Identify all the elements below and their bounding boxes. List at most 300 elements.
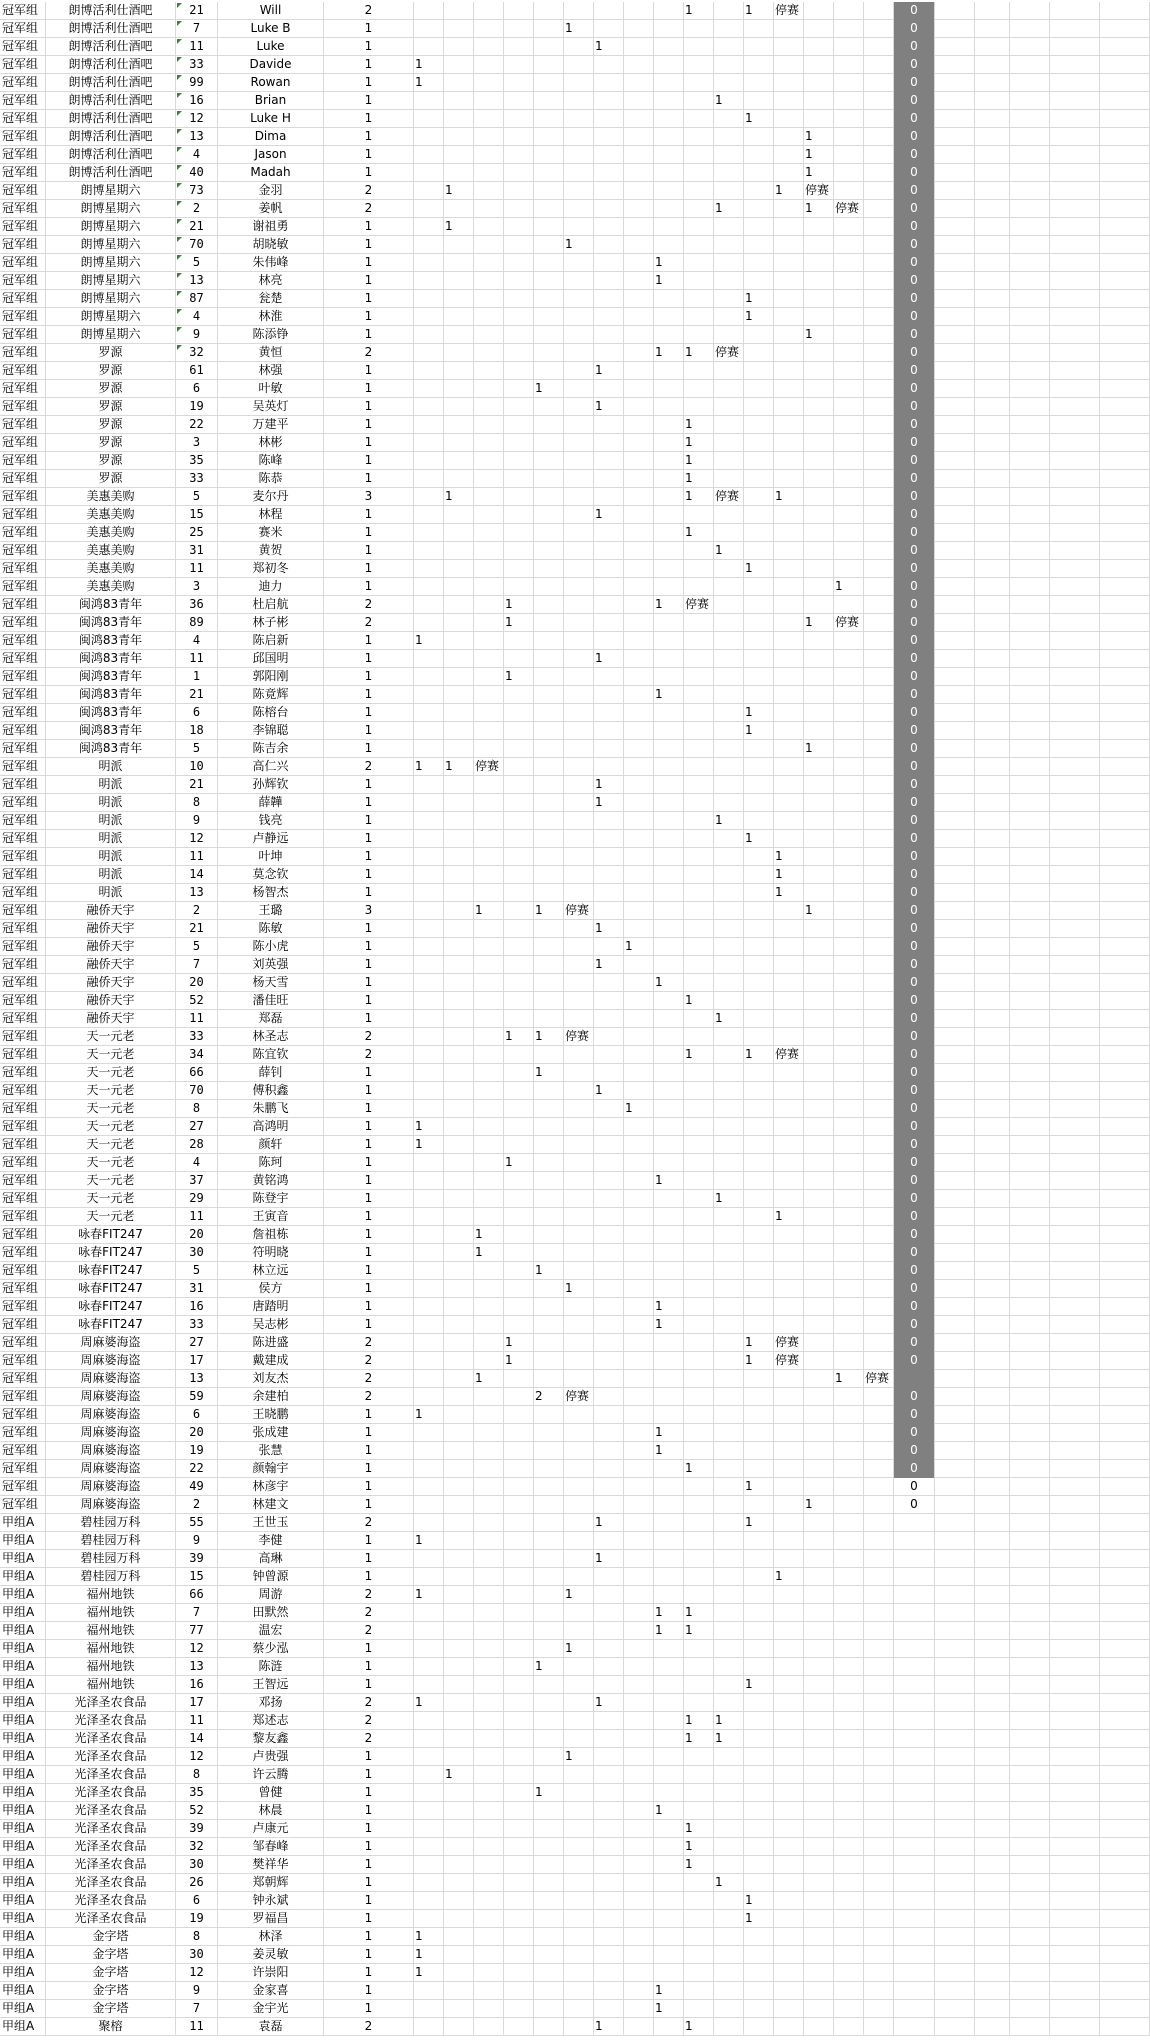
- total-cell[interactable]: [894, 110, 935, 128]
- round-cell[interactable]: [834, 1190, 864, 1208]
- card-count-cell[interactable]: [324, 1640, 414, 1658]
- empty-cell[interactable]: [1100, 776, 1150, 794]
- round-cell[interactable]: [684, 1496, 714, 1514]
- round-cell[interactable]: [654, 1028, 684, 1046]
- empty-cell[interactable]: [1010, 1262, 1050, 1280]
- round-cell[interactable]: [834, 308, 864, 326]
- team-cell[interactable]: [46, 1010, 176, 1028]
- round-cell[interactable]: [684, 704, 714, 722]
- round-cell[interactable]: [864, 668, 894, 686]
- round-cell[interactable]: [744, 1082, 774, 1100]
- team-cell[interactable]: [46, 560, 176, 578]
- round-cell[interactable]: [714, 344, 744, 362]
- card-count-cell[interactable]: [324, 1136, 414, 1154]
- round-cell[interactable]: [714, 308, 744, 326]
- round-cell[interactable]: [534, 704, 564, 722]
- round-cell[interactable]: [684, 758, 714, 776]
- team-cell[interactable]: [46, 1586, 176, 1604]
- round-cell[interactable]: [834, 1298, 864, 1316]
- round-cell[interactable]: [534, 1532, 564, 1550]
- group-cell[interactable]: [0, 146, 46, 164]
- round-cell[interactable]: [534, 974, 564, 992]
- round-cell[interactable]: [624, 1532, 654, 1550]
- round-cell[interactable]: [864, 128, 894, 146]
- empty-cell[interactable]: [1010, 1190, 1050, 1208]
- round-cell[interactable]: [444, 992, 474, 1010]
- card-count-cell[interactable]: [324, 1568, 414, 1586]
- round-cell[interactable]: [564, 20, 594, 38]
- round-cell[interactable]: [744, 452, 774, 470]
- empty-cell[interactable]: [935, 146, 975, 164]
- round-cell[interactable]: [594, 1640, 624, 1658]
- card-count-cell[interactable]: [324, 686, 414, 704]
- empty-cell[interactable]: [975, 200, 1010, 218]
- card-count-cell[interactable]: [324, 578, 414, 596]
- round-cell[interactable]: [564, 1766, 594, 1784]
- empty-cell[interactable]: [975, 1370, 1010, 1388]
- round-cell[interactable]: [654, 218, 684, 236]
- empty-cell[interactable]: [975, 992, 1010, 1010]
- player-name-cell[interactable]: [218, 272, 324, 290]
- round-cell[interactable]: [864, 794, 894, 812]
- group-cell[interactable]: [0, 902, 46, 920]
- team-cell[interactable]: [46, 632, 176, 650]
- empty-cell[interactable]: [1010, 758, 1050, 776]
- round-cell[interactable]: [774, 938, 804, 956]
- round-cell[interactable]: [624, 1514, 654, 1532]
- round-cell[interactable]: [594, 1424, 624, 1442]
- empty-cell[interactable]: [975, 560, 1010, 578]
- empty-cell[interactable]: [1010, 74, 1050, 92]
- round-cell[interactable]: [654, 416, 684, 434]
- round-cell[interactable]: [594, 1046, 624, 1064]
- round-cell[interactable]: [834, 272, 864, 290]
- round-cell[interactable]: [804, 524, 834, 542]
- round-cell[interactable]: [654, 1388, 684, 1406]
- round-cell[interactable]: [594, 1136, 624, 1154]
- round-cell[interactable]: [774, 1712, 804, 1730]
- player-name-cell[interactable]: [218, 596, 324, 614]
- round-cell[interactable]: [414, 20, 444, 38]
- empty-cell[interactable]: [935, 578, 975, 596]
- round-cell[interactable]: [834, 416, 864, 434]
- player-name-cell[interactable]: [218, 1100, 324, 1118]
- round-cell[interactable]: [534, 416, 564, 434]
- jersey-number-cell[interactable]: [176, 938, 218, 956]
- jersey-number-cell[interactable]: [176, 218, 218, 236]
- empty-cell[interactable]: [1050, 416, 1100, 434]
- round-cell[interactable]: [474, 1514, 504, 1532]
- total-cell[interactable]: [894, 1154, 935, 1172]
- round-cell[interactable]: [744, 650, 774, 668]
- round-cell[interactable]: [474, 344, 504, 362]
- round-cell[interactable]: [444, 920, 474, 938]
- round-cell[interactable]: [414, 1280, 444, 1298]
- round-cell[interactable]: [504, 1100, 534, 1118]
- jersey-number-cell[interactable]: [176, 1640, 218, 1658]
- total-cell[interactable]: [894, 488, 935, 506]
- round-cell[interactable]: [594, 1586, 624, 1604]
- round-cell[interactable]: [864, 1010, 894, 1028]
- round-cell[interactable]: [504, 74, 534, 92]
- round-cell[interactable]: [744, 956, 774, 974]
- table-row[interactable]: [0, 1442, 1150, 1460]
- empty-cell[interactable]: [1010, 236, 1050, 254]
- round-cell[interactable]: [804, 668, 834, 686]
- table-row[interactable]: [0, 56, 1150, 74]
- round-cell[interactable]: [474, 956, 504, 974]
- round-cell[interactable]: [414, 1262, 444, 1280]
- round-cell[interactable]: [474, 1316, 504, 1334]
- round-cell[interactable]: [864, 254, 894, 272]
- group-cell[interactable]: [0, 326, 46, 344]
- jersey-number-cell[interactable]: [176, 686, 218, 704]
- round-cell[interactable]: [714, 38, 744, 56]
- round-cell[interactable]: [474, 1550, 504, 1568]
- round-cell[interactable]: [834, 1388, 864, 1406]
- empty-cell[interactable]: [1050, 1568, 1100, 1586]
- card-count-cell[interactable]: [324, 794, 414, 812]
- team-cell[interactable]: [46, 398, 176, 416]
- round-cell[interactable]: [804, 1334, 834, 1352]
- round-cell[interactable]: [414, 1694, 444, 1712]
- round-cell[interactable]: [564, 1316, 594, 1334]
- round-cell[interactable]: [804, 380, 834, 398]
- round-cell[interactable]: [804, 578, 834, 596]
- round-cell[interactable]: [744, 1226, 774, 1244]
- card-count-cell[interactable]: [324, 1532, 414, 1550]
- round-cell[interactable]: [564, 1280, 594, 1298]
- empty-cell[interactable]: [1100, 1010, 1150, 1028]
- group-cell[interactable]: [0, 362, 46, 380]
- round-cell[interactable]: [774, 1568, 804, 1586]
- round-cell[interactable]: [594, 650, 624, 668]
- card-count-cell[interactable]: [324, 704, 414, 722]
- empty-cell[interactable]: [935, 1550, 975, 1568]
- round-cell[interactable]: [744, 1424, 774, 1442]
- round-cell[interactable]: [504, 974, 534, 992]
- jersey-number-cell[interactable]: [176, 632, 218, 650]
- round-cell[interactable]: [774, 1064, 804, 1082]
- round-cell[interactable]: [564, 1352, 594, 1370]
- round-cell[interactable]: [834, 704, 864, 722]
- round-cell[interactable]: [504, 992, 534, 1010]
- round-cell[interactable]: [504, 1604, 534, 1622]
- empty-cell[interactable]: [935, 956, 975, 974]
- round-cell[interactable]: [624, 704, 654, 722]
- round-cell[interactable]: [684, 308, 714, 326]
- jersey-number-cell[interactable]: [176, 1604, 218, 1622]
- round-cell[interactable]: [474, 1442, 504, 1460]
- round-cell[interactable]: [414, 1082, 444, 1100]
- team-cell[interactable]: [46, 308, 176, 326]
- round-cell[interactable]: [564, 56, 594, 74]
- round-cell[interactable]: [684, 1136, 714, 1154]
- round-cell[interactable]: [624, 1280, 654, 1298]
- team-cell[interactable]: [46, 1298, 176, 1316]
- round-cell[interactable]: [744, 884, 774, 902]
- jersey-number-cell[interactable]: [176, 362, 218, 380]
- round-cell[interactable]: [774, 1550, 804, 1568]
- round-cell[interactable]: [624, 1370, 654, 1388]
- round-cell[interactable]: [774, 452, 804, 470]
- round-cell[interactable]: [474, 1208, 504, 1226]
- round-cell[interactable]: [774, 236, 804, 254]
- round-cell[interactable]: [654, 1694, 684, 1712]
- round-cell[interactable]: [534, 110, 564, 128]
- round-cell[interactable]: [864, 1154, 894, 1172]
- empty-cell[interactable]: [975, 524, 1010, 542]
- round-cell[interactable]: [774, 1424, 804, 1442]
- empty-cell[interactable]: [1050, 848, 1100, 866]
- team-cell[interactable]: [46, 1100, 176, 1118]
- round-cell[interactable]: [504, 1550, 534, 1568]
- empty-cell[interactable]: [1100, 1622, 1150, 1640]
- player-name-cell[interactable]: [218, 1622, 324, 1640]
- empty-cell[interactable]: [1010, 686, 1050, 704]
- round-cell[interactable]: [774, 524, 804, 542]
- round-cell[interactable]: [504, 1460, 534, 1478]
- round-cell[interactable]: [804, 1298, 834, 1316]
- round-cell[interactable]: [744, 1352, 774, 1370]
- round-cell[interactable]: [444, 20, 474, 38]
- player-name-cell[interactable]: [218, 1784, 324, 1802]
- round-cell[interactable]: [744, 56, 774, 74]
- round-cell[interactable]: [654, 794, 684, 812]
- group-cell[interactable]: [0, 1784, 46, 1802]
- round-cell[interactable]: [534, 146, 564, 164]
- round-cell[interactable]: [804, 1100, 834, 1118]
- round-cell[interactable]: [714, 758, 744, 776]
- round-cell[interactable]: [774, 1676, 804, 1694]
- player-name-cell[interactable]: [218, 1676, 324, 1694]
- round-cell[interactable]: [654, 1442, 684, 1460]
- round-cell[interactable]: [714, 1136, 744, 1154]
- jersey-number-cell[interactable]: [176, 776, 218, 794]
- round-cell[interactable]: [804, 470, 834, 488]
- player-name-cell[interactable]: [218, 1280, 324, 1298]
- round-cell[interactable]: [744, 1496, 774, 1514]
- round-cell[interactable]: [684, 578, 714, 596]
- empty-cell[interactable]: [975, 362, 1010, 380]
- round-cell[interactable]: [474, 1658, 504, 1676]
- card-count-cell[interactable]: [324, 1406, 414, 1424]
- empty-cell[interactable]: [1010, 380, 1050, 398]
- round-cell[interactable]: [774, 1406, 804, 1424]
- player-name-cell[interactable]: [218, 1010, 324, 1028]
- round-cell[interactable]: [804, 1658, 834, 1676]
- card-count-cell[interactable]: [324, 956, 414, 974]
- empty-cell[interactable]: [935, 1244, 975, 1262]
- empty-cell[interactable]: [935, 1532, 975, 1550]
- table-row[interactable]: [0, 380, 1150, 398]
- empty-cell[interactable]: [1010, 1442, 1050, 1460]
- round-cell[interactable]: [714, 812, 744, 830]
- round-cell[interactable]: [744, 236, 774, 254]
- empty-cell[interactable]: [1010, 1298, 1050, 1316]
- round-cell[interactable]: [504, 1064, 534, 1082]
- round-cell[interactable]: [414, 1460, 444, 1478]
- jersey-number-cell[interactable]: [176, 866, 218, 884]
- status-cell[interactable]: [894, 1730, 935, 1748]
- table-row[interactable]: [0, 488, 1150, 506]
- empty-cell[interactable]: [1010, 632, 1050, 650]
- round-cell[interactable]: [594, 668, 624, 686]
- round-cell[interactable]: [474, 290, 504, 308]
- card-count-cell[interactable]: [324, 398, 414, 416]
- round-cell[interactable]: [654, 146, 684, 164]
- round-cell[interactable]: [684, 1010, 714, 1028]
- round-cell[interactable]: [474, 272, 504, 290]
- team-cell[interactable]: [46, 1442, 176, 1460]
- group-cell[interactable]: [0, 1262, 46, 1280]
- round-cell[interactable]: [684, 1100, 714, 1118]
- round-cell[interactable]: [654, 1172, 684, 1190]
- table-row[interactable]: [0, 20, 1150, 38]
- total-cell[interactable]: [894, 146, 935, 164]
- round-cell[interactable]: [684, 164, 714, 182]
- total-cell[interactable]: [894, 524, 935, 542]
- round-cell[interactable]: [654, 128, 684, 146]
- round-cell[interactable]: [864, 1622, 894, 1640]
- round-cell[interactable]: [444, 596, 474, 614]
- round-cell[interactable]: [444, 812, 474, 830]
- round-cell[interactable]: [744, 1334, 774, 1352]
- round-cell[interactable]: [414, 776, 444, 794]
- card-count-cell[interactable]: [324, 992, 414, 1010]
- total-cell[interactable]: [894, 1298, 935, 1316]
- status-cell[interactable]: [894, 1676, 935, 1694]
- table-row[interactable]: [0, 1334, 1150, 1352]
- round-cell[interactable]: [534, 182, 564, 200]
- round-cell[interactable]: [414, 326, 444, 344]
- round-cell[interactable]: [804, 20, 834, 38]
- round-cell[interactable]: [684, 1064, 714, 1082]
- round-cell[interactable]: [444, 254, 474, 272]
- round-cell[interactable]: [774, 1658, 804, 1676]
- player-name-cell[interactable]: [218, 236, 324, 254]
- round-cell[interactable]: [444, 722, 474, 740]
- round-cell[interactable]: [804, 1208, 834, 1226]
- player-name-cell[interactable]: [218, 1658, 324, 1676]
- round-cell[interactable]: [774, 596, 804, 614]
- round-cell[interactable]: [414, 902, 444, 920]
- round-cell[interactable]: [834, 1514, 864, 1532]
- round-cell[interactable]: [624, 1262, 654, 1280]
- round-cell[interactable]: [414, 1478, 444, 1496]
- group-cell[interactable]: [0, 542, 46, 560]
- jersey-number-cell[interactable]: [176, 1568, 218, 1586]
- player-name-cell[interactable]: [218, 974, 324, 992]
- round-cell[interactable]: [654, 1676, 684, 1694]
- empty-cell[interactable]: [1010, 326, 1050, 344]
- round-cell[interactable]: [504, 470, 534, 488]
- round-cell[interactable]: [474, 1496, 504, 1514]
- round-cell[interactable]: [594, 38, 624, 56]
- table-row[interactable]: [0, 542, 1150, 560]
- round-cell[interactable]: [594, 1676, 624, 1694]
- total-cell[interactable]: [894, 740, 935, 758]
- player-name-cell[interactable]: [218, 146, 324, 164]
- round-cell[interactable]: [624, 1496, 654, 1514]
- round-cell[interactable]: [834, 1172, 864, 1190]
- round-cell[interactable]: [624, 902, 654, 920]
- round-cell[interactable]: [774, 380, 804, 398]
- empty-cell[interactable]: [1100, 182, 1150, 200]
- empty-cell[interactable]: [975, 956, 1010, 974]
- round-cell[interactable]: [864, 614, 894, 632]
- group-cell[interactable]: [0, 1550, 46, 1568]
- table-row[interactable]: [0, 740, 1150, 758]
- round-cell[interactable]: [474, 1640, 504, 1658]
- round-cell[interactable]: [414, 578, 444, 596]
- round-cell[interactable]: [504, 1334, 534, 1352]
- round-cell[interactable]: [594, 2, 624, 20]
- empty-cell[interactable]: [935, 542, 975, 560]
- round-cell[interactable]: [744, 1622, 774, 1640]
- round-cell[interactable]: [684, 362, 714, 380]
- team-cell[interactable]: [46, 920, 176, 938]
- empty-cell[interactable]: [1010, 272, 1050, 290]
- team-cell[interactable]: [46, 344, 176, 362]
- round-cell[interactable]: [504, 434, 534, 452]
- empty-cell[interactable]: [935, 344, 975, 362]
- round-cell[interactable]: [474, 866, 504, 884]
- group-cell[interactable]: [0, 830, 46, 848]
- round-cell[interactable]: [714, 92, 744, 110]
- empty-cell[interactable]: [1010, 650, 1050, 668]
- jersey-number-cell[interactable]: [176, 1748, 218, 1766]
- empty-cell[interactable]: [975, 884, 1010, 902]
- group-cell[interactable]: [0, 1568, 46, 1586]
- empty-cell[interactable]: [935, 1442, 975, 1460]
- empty-cell[interactable]: [1100, 794, 1150, 812]
- round-cell[interactable]: [624, 1298, 654, 1316]
- round-cell[interactable]: [864, 74, 894, 92]
- round-cell[interactable]: [834, 1370, 864, 1388]
- empty-cell[interactable]: [935, 2, 975, 20]
- card-count-cell[interactable]: [324, 938, 414, 956]
- player-name-cell[interactable]: [218, 128, 324, 146]
- round-cell[interactable]: [624, 380, 654, 398]
- group-cell[interactable]: [0, 740, 46, 758]
- total-cell[interactable]: [894, 182, 935, 200]
- empty-cell[interactable]: [975, 1514, 1010, 1532]
- round-cell[interactable]: [654, 1298, 684, 1316]
- round-cell[interactable]: [564, 668, 594, 686]
- group-cell[interactable]: [0, 218, 46, 236]
- round-cell[interactable]: [714, 200, 744, 218]
- round-cell[interactable]: [624, 1082, 654, 1100]
- total-cell[interactable]: [894, 1064, 935, 1082]
- round-cell[interactable]: [444, 1082, 474, 1100]
- round-cell[interactable]: [834, 938, 864, 956]
- round-cell[interactable]: [534, 380, 564, 398]
- round-cell[interactable]: [834, 128, 864, 146]
- round-cell[interactable]: [414, 128, 444, 146]
- round-cell[interactable]: [414, 344, 444, 362]
- empty-cell[interactable]: [935, 1208, 975, 1226]
- empty-cell[interactable]: [975, 1172, 1010, 1190]
- round-cell[interactable]: [804, 1730, 834, 1748]
- round-cell[interactable]: [684, 434, 714, 452]
- round-cell[interactable]: [804, 2, 834, 20]
- round-cell[interactable]: [624, 398, 654, 416]
- round-cell[interactable]: [504, 884, 534, 902]
- round-cell[interactable]: [714, 776, 744, 794]
- round-cell[interactable]: [414, 1352, 444, 1370]
- total-cell[interactable]: [894, 1280, 935, 1298]
